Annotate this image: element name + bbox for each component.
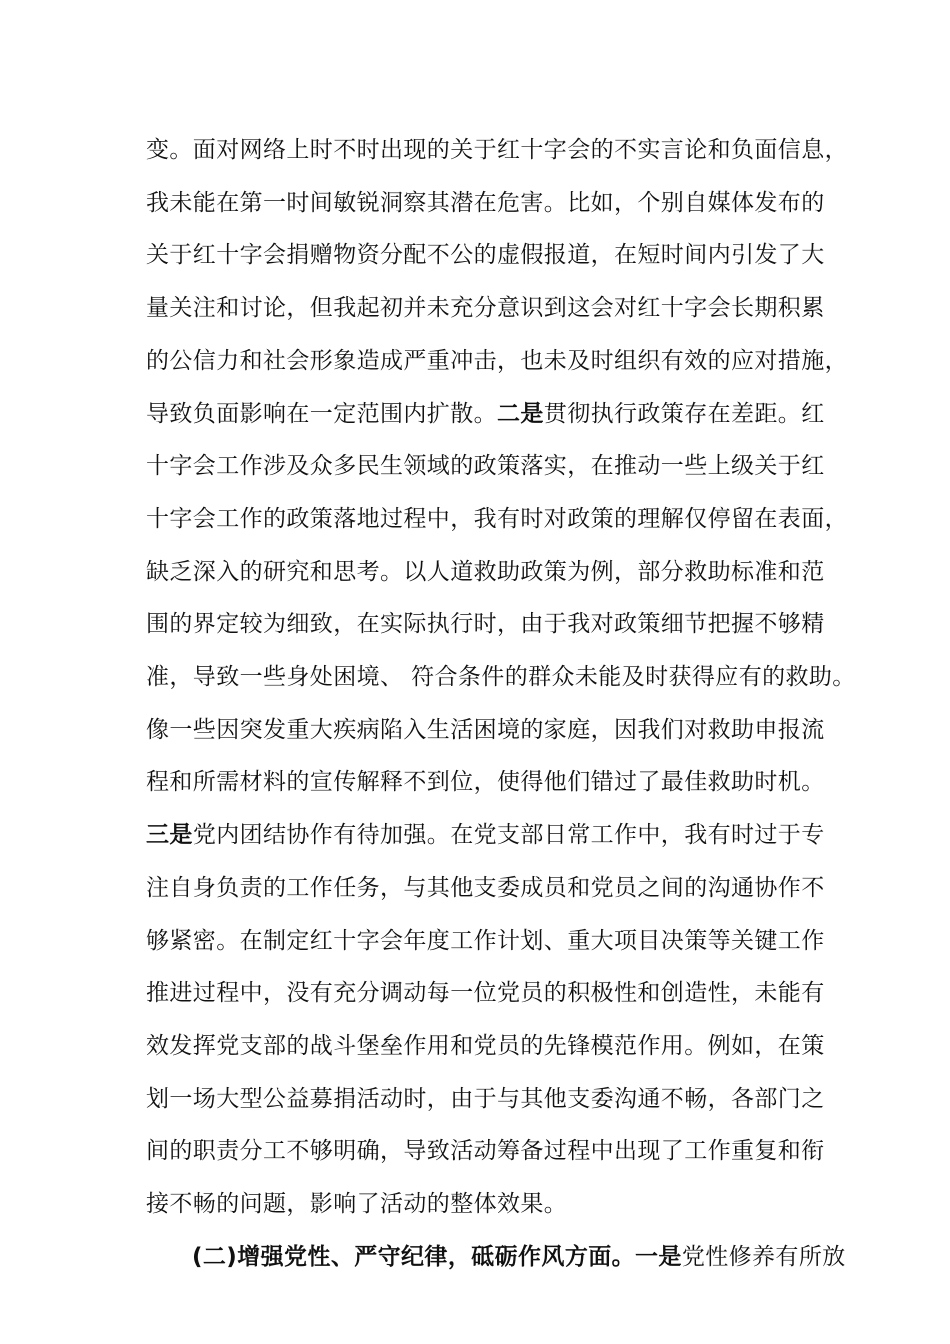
text-line: [146, 183, 825, 223]
text-segment: 像一些因突发重大疾病陷入生活困境的家庭，因我们对救助申报流: [146, 716, 825, 743]
text-line: [146, 446, 825, 486]
text-segment: 划一场大型公益募捐活动时，由于与其他支委沟通不畅，各部门之: [146, 1085, 825, 1112]
text-segment: 围的界定较为细致，在实际执行时，由于我对政策细节把握不够精: [146, 611, 825, 638]
text-line: [146, 235, 825, 275]
text-line: [146, 288, 825, 328]
text-line: [146, 552, 825, 592]
text-line: [192, 1237, 846, 1277]
text-segment: 导致负面影响在一定范围内扩散。: [146, 400, 497, 427]
text-segment: 够紧密。在制定红十字会年度工作计划、重大项目决策等关键工作: [146, 927, 825, 954]
text-line: [146, 657, 856, 697]
text-line: [146, 1184, 818, 1224]
text-segment: 缺乏深入的研究和思考。以人道救助政策为例，部分救助标准和范: [146, 558, 825, 585]
text-line: [146, 1131, 825, 1171]
text-segment: 贯彻执行政策存在差距。红: [543, 400, 825, 427]
text-line: [146, 710, 825, 750]
text-line: [146, 973, 825, 1013]
text-line: [146, 604, 825, 644]
text-segment: 推进过程中，没有充分调动每一位党员的积极性和创造性，未能有: [146, 980, 825, 1007]
bold-lead-phrase: 二是: [497, 400, 544, 427]
text-line: [146, 762, 825, 802]
text-line: [146, 815, 825, 855]
text-line: [146, 1026, 825, 1066]
text-segment: 我未能在第一时间敏锐洞察其潜在危害。比如，个别自媒体发布的: [146, 189, 825, 216]
text-segment: 效发挥党支部的战斗堡垒作用和党员的先锋模范作用。例如，在策: [146, 1032, 825, 1059]
text-segment: 量关注和讨论，但我起初并未充分意识到这会对红十字会长期积累: [146, 295, 825, 322]
text-segment: 变。面对网络上时不时出现的关于红十字会的不实言论和负面信息，: [146, 137, 848, 163]
text-segment: 党性修养有所放: [681, 1243, 846, 1270]
bold-lead-phrase: (二)增强党性、严守纪律，砥砺作风方面。一是: [192, 1243, 682, 1270]
text-line: [146, 341, 848, 381]
text-line: [146, 130, 848, 170]
text-segment: 间的职责分工不够明确，导致活动筹备过程中出现了工作重复和衔: [146, 1138, 825, 1165]
text-segment: 关于红十字会捐赠物资分配不公的虚假报道，在短时间内引发了大: [146, 242, 825, 269]
text-segment: 注自身负责的工作任务，与其他支委成员和党员之间的沟通协作不: [146, 874, 825, 901]
text-line: [146, 1079, 825, 1119]
text-segment: 党内团结协作有待加强。在党支部日常工作中，我有时过于专: [192, 822, 825, 849]
text-line: [146, 921, 825, 961]
text-line: [146, 868, 825, 908]
text-line: [146, 499, 848, 539]
text-segment: 的公信力和社会形象造成严重冲击，也未及时组织有效的应对措施，: [146, 347, 848, 374]
text-segment: 接不畅的问题，影响了活动的整体效果。: [146, 1191, 568, 1217]
text-line: [146, 394, 825, 434]
text-segment: 十字会工作涉及众多民生领域的政策落实，在推动一些上级关于红: [146, 453, 825, 480]
text-segment: 程和所需材料的宣传解释不到位，使得他们错过了最佳救助时机。: [146, 769, 825, 796]
text-segment: 十字会工作的政策落地过程中，我有时对政策的理解仅停留在表面，: [146, 505, 848, 532]
text-segment: 准，导致一些身处困境、 符合条件的群众未能及时获得应有的救助。: [146, 664, 856, 690]
bold-lead-phrase: 三是: [146, 822, 193, 849]
